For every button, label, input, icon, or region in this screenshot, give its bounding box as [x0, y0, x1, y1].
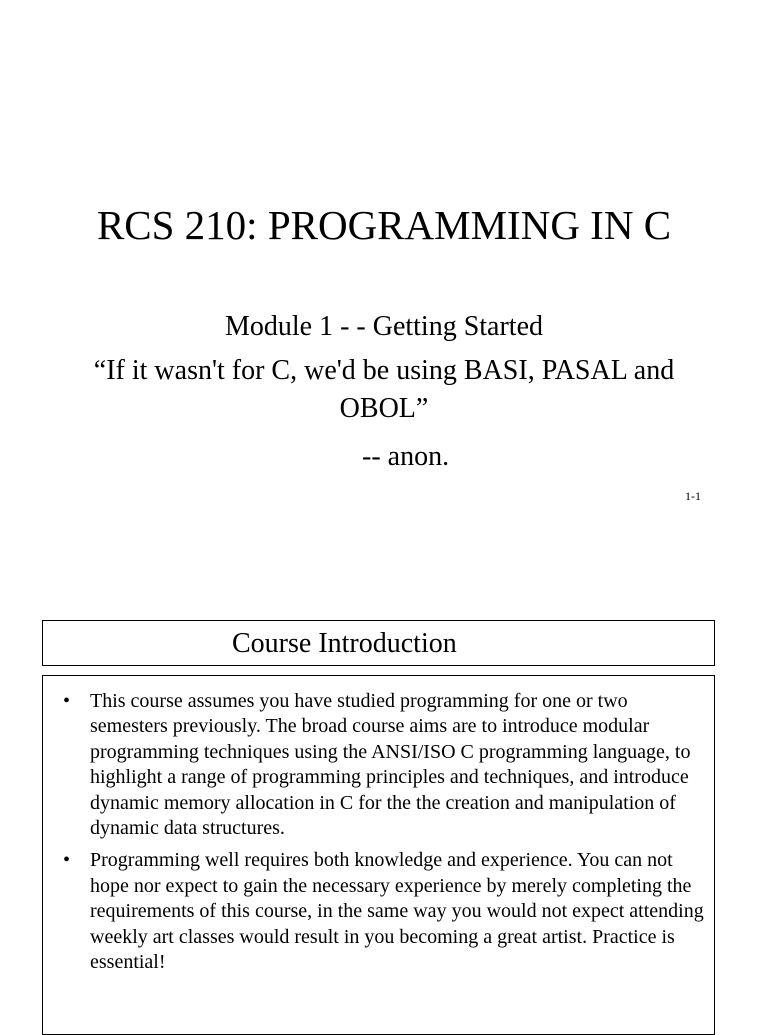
section-heading: Course Introduction	[232, 628, 457, 659]
quote-attribution: -- anon.	[362, 441, 450, 472]
course-introduction-header	[42, 620, 715, 666]
page-number: 1-1	[685, 489, 701, 503]
list-item	[43, 848, 716, 975]
course-introduction-body	[42, 675, 715, 1035]
bullet-list	[43, 689, 716, 982]
bullet-text: Programming well requires both knowledge and experience. You can not hope nor expect to gain the necessary experience by merely completing the requirements of this course, in the same way you would not expect attending weekly art classes would result in you becoming a great artist. Practice is essential!	[90, 849, 704, 974]
bullet-icon: •	[63, 690, 71, 712]
course-title: RCS 210: PROGRAMMING IN C	[96, 202, 672, 248]
quote-text: “If it wasn't for C, we'd be using BASI, PASAL and OBOL”	[93, 355, 675, 424]
bullet-icon: •	[63, 849, 71, 872]
module-subtitle: Module 1 - - Getting Started	[224, 311, 544, 342]
bullet-text: This course assumes you have studied programming for one or two semesters previously. The broad course aims are to introduce modular programming techniques using the ANSI/ISO C programming language, to highlight a range of programming principles and techniques, and introduce dynamic memory allocation in C for the the creation and manipulation of dynamic data structures.	[90, 690, 691, 840]
list-item	[43, 689, 716, 841]
